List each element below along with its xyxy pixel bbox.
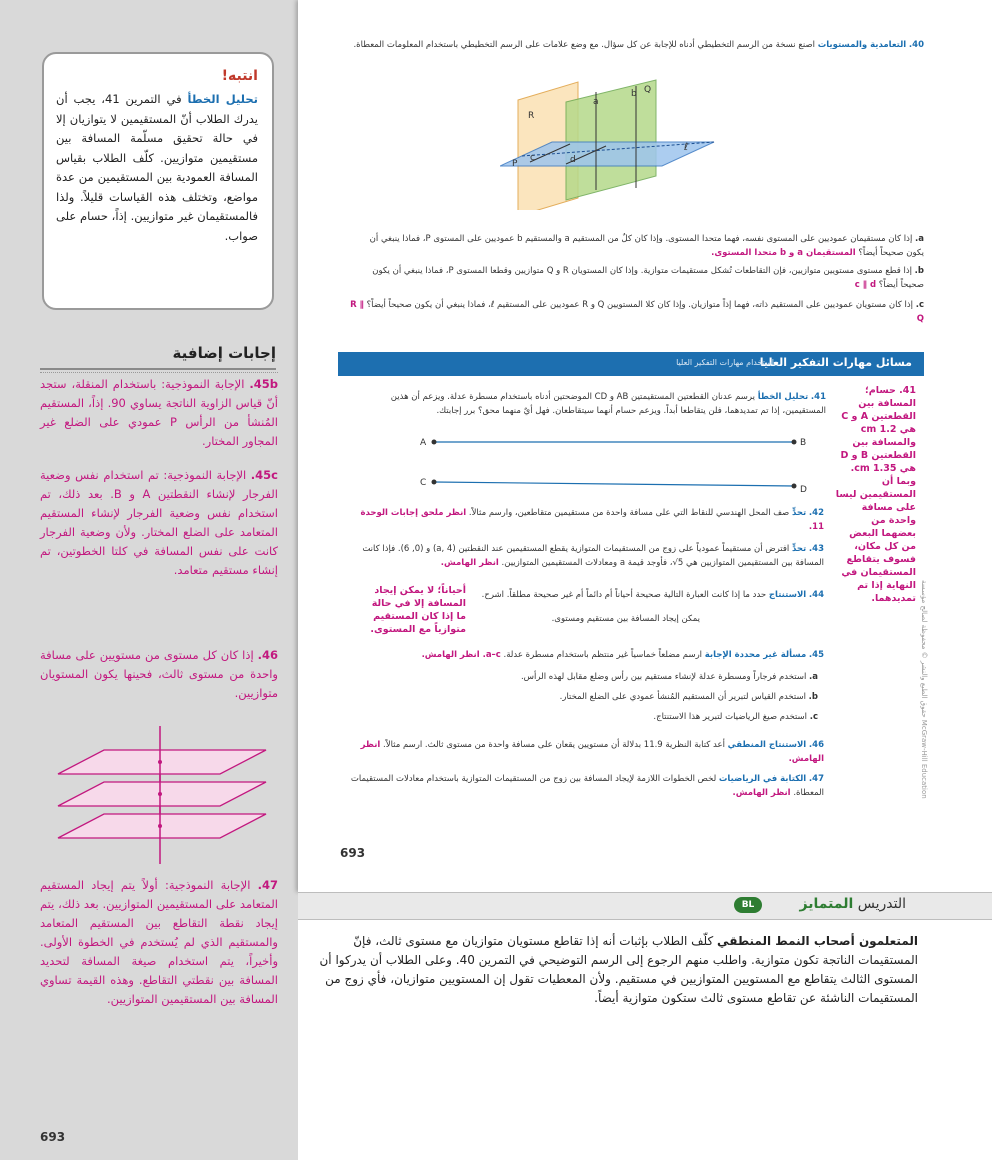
- part-text: إذا قطع مستوى مستويين متوازيين، فإن التقاطعات تُشكل مستقيمات متوازية. وإذا كان المستويان R و Q متوازيين وقطعا المستوى P، فماذا ينبغي أن يكون صحيحاً أيضاً؟: [372, 266, 924, 290]
- part-label: a.: [809, 672, 818, 682]
- question-answer: انظر الهامش.: [440, 558, 499, 568]
- point-D: [792, 484, 797, 489]
- part-answer: المستقيمان a و b متحدا المستوى.: [711, 248, 856, 258]
- question-number: 47.: [808, 774, 824, 784]
- planes-diagram: [500, 70, 720, 210]
- vertical-credit: [918, 580, 928, 830]
- question-40-part-b: [350, 264, 924, 292]
- label-P: P: [512, 159, 518, 169]
- intersection-point: [158, 792, 162, 796]
- label-B: B: [800, 438, 807, 448]
- di-text: كلّف الطلاب بإثبات أنه إذا تقاطع مستويان متوازيان مع مستوى ثالث، فإنّ المستقيمات الناتجة تكون متوازية. واطلب منهم الرجوع إلى الرسم التوضيحي في التمرين 40. وعلى الطلاب أن يدركوا أن المستوى الثالث يتقاطع مع المستويين المتوازيين في مستقيم. ولأن المعطيات تقول إن المستويين متوازيان، فأي زوج من المستقيمات الناشئة عن تقاطع مستوى ثالث ستكون متوازية أيضاً.: [319, 934, 918, 1005]
- question-44-answer: أحياناً؛ لا يمكن إيجاد المسافة إلا في حالة ما إذا كان المستقيم متوازياً مع المستوى.: [370, 585, 466, 635]
- part-label: c.: [915, 300, 924, 310]
- question-keyword: تحليل الخطأ: [757, 392, 809, 402]
- question-keyword: التعامدية والمستويات: [817, 40, 907, 50]
- question-43: [346, 542, 824, 570]
- question-text: ارسم مضلعاً خماسياً غير منتظم باستخدام مسطرة عدلة.: [503, 650, 705, 660]
- plane-Q: [566, 80, 656, 200]
- question-40-part-c: [350, 298, 924, 326]
- part-text: استخدم فرجاراً ومسطرة عدلة لإنشاء مستقيم بين رأس وضلع مقابل لهذه الرأس.: [520, 672, 807, 682]
- band-title-plain: التدريس: [853, 896, 906, 912]
- answer-47: [40, 876, 278, 1009]
- part-label: c.: [809, 712, 818, 722]
- vertical-credit-text: حقوق الطبع والنشر © محفوظة لصالح مؤسسة McGraw-Hill Education: [920, 580, 928, 799]
- question-answer: a–c. انظر الهامش.: [421, 650, 501, 660]
- question-answer: انظر الهامش.: [360, 740, 824, 764]
- part-label: a.: [915, 234, 924, 244]
- label-D: D: [800, 485, 807, 495]
- bl-badge: BL: [734, 897, 762, 913]
- band-title-bold: المتمايز: [799, 896, 854, 912]
- answer-text: الإجابة النموذجية: باستخدام المنقلة، ستجد أنّ قياس الزاوية الناتجة يساوي 90. إذاً، المستقيم المُنشأ من الرأس P عمودي على الضلع غير المجاور المختار.: [40, 377, 278, 448]
- answer-number: 47.: [257, 878, 278, 892]
- section-subtitle: استخدام مهارات التفكير العليا: [676, 358, 774, 367]
- question-keyword: الاستنتاج: [768, 590, 807, 600]
- answer-text: الإجابة النموذجية: تم استخدام نفس وضعية الفرجار لإنشاء النقطتين A و B. بعد ذلك، تم استخدام نفس وضعية الفرجار لإنشاء المستقيم المتعامد على الضلع المختار. ولأن وضعية الفرجار كانت على نفس المسافة في كلتا الخطوتين، تم إنشاء مستقيم متعامد.: [40, 468, 278, 577]
- question-keyword: مسألة غير محددة الإجابة: [704, 650, 807, 660]
- question-45-part-c: [346, 710, 818, 724]
- question-41-answer: 41. حسام؛ المسافة بين القطعتين A و C هي 1.2 cm والمسافة بين القطعتين B و D هي 1.35 cm. وبما أن المستقيمين ليسا على مسافة واحدة من بعضهما البعض من كل مكان، فسوف يتقاطع المستقيمان في النهاية إذا تم تمديدهما.: [835, 385, 916, 604]
- question-text: افترض أن مستقيماً عمودياً على زوج من المستقيمات المتوازية يقطع المستقيمين عند النقطتين (a, 4) و (0, 6). فإذا كانت المسافة بين المستقيمين المتوازيين هي 5√، فأوجد قيمة a ومعادلات المستقيمين المتوازيين.: [362, 544, 824, 568]
- question-45-part-a: [346, 670, 818, 684]
- hots-section-bar: [338, 352, 924, 376]
- question-text: يرسم عدنان القطعتين المستقيمتين AB و CD الموضحتين أدناه باستخدام مسطرة عدلة. ويزعم أن هذين المستقيمين، إذا تم تمديدهما، فلن يتقاطعا أبداً. ويزعم حسام أنهما سيتقاطعان. فهل أيٌ منهما محق؟ برر إجابتك.: [390, 392, 826, 416]
- segments-diagram: [414, 430, 814, 496]
- question-text: أعد كتابة النظرية 11.9 بدلالة أن مستويين يقعان على مسافة واحدة من مستوى ثالث. ارسم مثالاً.: [383, 740, 728, 750]
- question-answer: انظر الهامش.: [732, 788, 791, 798]
- answer-text: إذا كان كل مستوى من مستويين على مسافة واحدة من مستوى ثالث، فحينها يكون المستويان متوازيين.: [40, 648, 278, 700]
- warning-body: [56, 90, 258, 246]
- page-number: 693: [340, 846, 366, 860]
- answer-46: [40, 646, 278, 703]
- label-c: c: [530, 153, 535, 163]
- label-a: a: [593, 97, 599, 107]
- part-text: استخدم صيغ الرياضيات لتبرير هذا الاستنتاج.: [653, 712, 808, 722]
- intersection-point: [158, 824, 162, 828]
- question-47: [346, 772, 824, 800]
- answer-number: 46.: [257, 648, 278, 662]
- part-text: إذا كان مستقيمان عموديين على المستوى نفسه، فهما متحدا المستوى. وإذا كان كلٌ من المستقيم a والمستقيم b عموديين على المستوى P، فماذا ينبغي أن يكون صحيحاً أيضاً؟: [369, 234, 924, 258]
- warning-box: [42, 52, 274, 310]
- question-number: 40.: [908, 40, 924, 50]
- question-number: 44.: [808, 590, 824, 600]
- question-44: [470, 588, 824, 602]
- part-text: استخدم القياس لتبرير أن المستقيم المُنشأ عمودي على الضلع المختار.: [559, 692, 806, 702]
- question-42: [346, 506, 824, 534]
- question-40-part-a: [350, 232, 924, 260]
- label-Q: Q: [644, 85, 652, 95]
- question-keyword: تحدٍّ: [791, 544, 807, 554]
- question-keyword: الاستنتاج المنطقي: [727, 740, 807, 750]
- point-A: [432, 440, 437, 445]
- parallel-planes-diagram: [44, 722, 274, 868]
- point-C: [432, 480, 437, 485]
- question-number: 43.: [808, 544, 824, 554]
- point-B: [792, 440, 797, 445]
- question-text: لخص الخطوات اللازمة لإيجاد المسافة بين زوج من المستقيمات المتوازية باستخدام معادلات المستقيمات المعطاة.: [350, 774, 824, 798]
- question-45-part-b: [346, 690, 818, 704]
- divider: [40, 372, 278, 373]
- answer-text: الإجابة النموذجية: أولاً يتم إيجاد المستقيم المتعامد على المستقيمين المتوازيين. بعد ذلك، يتم إيجاد نقطة التقاطع بين المستقيم المتعامد والمستقيم الذي لم يُستخدم في الخطوة الأولى. وأخيراً، يتم استخدام صيغة المسافة لتحديد المسافة بين نقطتي التقاطع. وهذه القيمة تساوي المسافة بين المستقيمين المتوازيين.: [40, 878, 278, 1006]
- question-number: 42.: [808, 508, 824, 518]
- question-keyword: الكتابة في الرياضيات: [718, 774, 807, 784]
- label-b: b: [631, 89, 637, 99]
- question-46: [346, 738, 824, 766]
- warning-text: في التمرين 41، يجب أن يدرك الطلاب أنّ المستقيمين لا يتوازيان إلا في حالة تحقيق مسلّمة المسافة بين مستقيمين متوازيين. كلّف الطلاب بقياس المسافة العمودية بين المستقيمين من عدة مواضع، وتختلف هذه القياسات قليلاً. ولذا فالمستقيمان غير متوازيين. إذاً، حسام على صواب.: [56, 92, 258, 243]
- label-l: ℓ: [684, 142, 689, 153]
- question-text: صف المحل الهندسي للنقاط التي على مسافة واحدة من مستقيمين متقاطعين، وارسم مثالاً.: [468, 508, 792, 518]
- answer-number: 45c.: [250, 468, 278, 482]
- differentiated-instruction-text: [310, 932, 918, 1008]
- question-keyword: تحدٍّ: [791, 508, 807, 518]
- question-44-statement: يمكن إيجاد المسافة بين مستقيم ومستوى.: [551, 614, 700, 624]
- answer-45b: [40, 372, 278, 451]
- part-answer: R ∥ Q: [350, 300, 924, 324]
- label-d: d: [570, 155, 576, 165]
- question-45: [346, 648, 824, 662]
- question-answer: انظر ملحق إجابات الوحدة 11.: [360, 508, 824, 532]
- question-number: 46.: [808, 740, 824, 750]
- differentiated-instruction-band: [298, 892, 992, 920]
- question-text: اصنع نسخة من الرسم التخطيطي أدناه للإجابة عن كل سؤال. مع وضع علامات على الرسم التخطيطي باستخدام المعلومات المعطاة.: [353, 40, 818, 50]
- label-A: A: [420, 438, 427, 448]
- section-title: مسائل مهارات التفكير العليا: [759, 356, 912, 369]
- di-lead: المتعلمون أصحاب النمط المنطقي: [717, 934, 918, 948]
- question-number: 45.: [808, 650, 824, 660]
- warning-lead: تحليل الخطأ: [187, 92, 258, 106]
- question-text: حدد ما إذا كانت العبارة التالية صحيحة أحياناً أم دائماً أم غير صحيحة مطلقاً. اشرح.: [481, 590, 769, 600]
- question-40: [346, 38, 924, 52]
- label-C: C: [420, 478, 427, 488]
- sidebar-page-number: 693: [40, 1130, 66, 1144]
- answer-number: 45b.: [249, 377, 278, 391]
- part-label: b.: [808, 692, 818, 702]
- segment-CD: [434, 482, 794, 486]
- part-text: إذا كان مستويان عموديين على المستقيم ذاته، فهما إذاً متوازيان. وإذا كان كلا المستويين Q و R عموديين على المستقيم ℓ، فماذا ينبغي أن يكون صحيحاً أيضاً؟: [366, 300, 914, 310]
- additional-answers-title: إجابات إضافية: [40, 344, 276, 370]
- band-title: [800, 896, 906, 912]
- answer-45c: [40, 466, 278, 580]
- part-answer: c ∥ d: [854, 280, 877, 290]
- intersection-point: [158, 760, 162, 764]
- question-number: 41.: [810, 392, 826, 402]
- question-41: [346, 390, 826, 418]
- warning-title: انتبه!: [221, 68, 258, 84]
- part-label: b.: [914, 266, 924, 276]
- label-R: R: [528, 111, 535, 121]
